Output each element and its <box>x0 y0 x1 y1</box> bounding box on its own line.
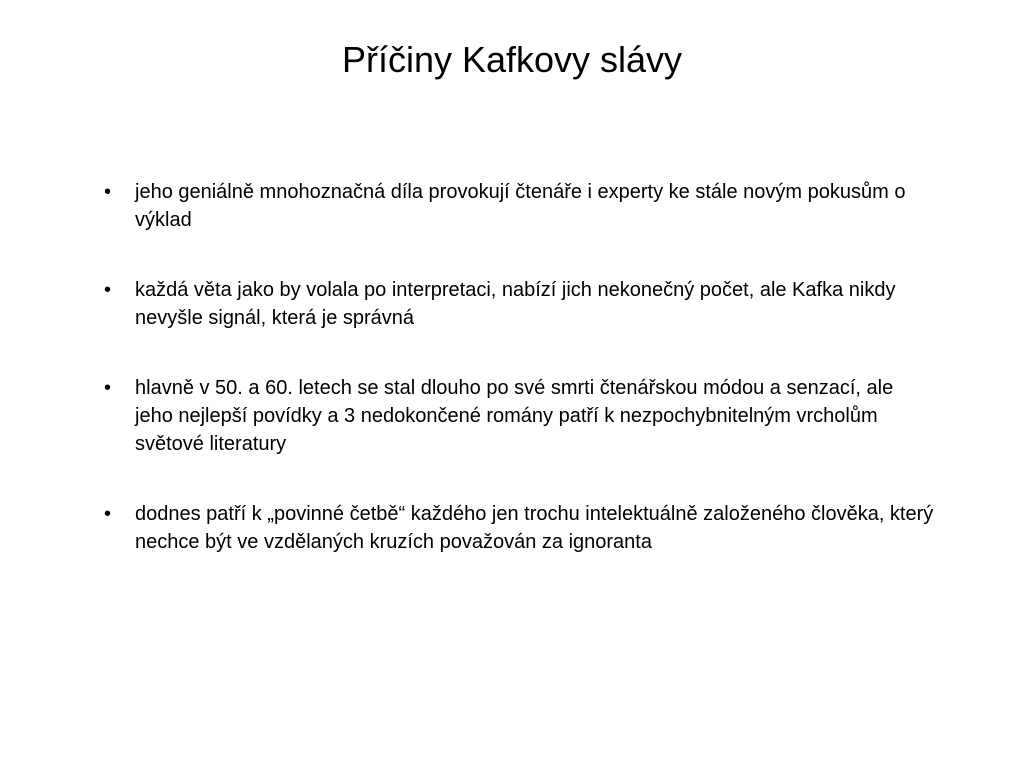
bullet-text: každá věta jako by volala po interpretaci, nabízí jich nekonečný počet, ale Kafka nikdy nevyšle signál, která je správná <box>135 279 896 329</box>
bullet-item <box>104 374 934 458</box>
bullet-text: hlavně v 50. a 60. letech se stal dlouho po své smrti čtenářskou módou a senzací, ale jeho nejlepší povídky a 3 nedokončené romány patří k nezpochybnitelným vrcholům světové literatury <box>135 377 894 455</box>
bullet-text: jeho geniálně mnohoznačná díla provokují čtenáře i experty ke stále novým pokusům o výklad <box>135 181 906 231</box>
bullet-item <box>104 276 934 332</box>
slide-title: Příčiny Kafkovy slávy <box>341 39 683 80</box>
bullet-item <box>104 500 934 556</box>
bullet-marker: • <box>104 279 112 301</box>
bullet-marker: • <box>104 377 112 399</box>
bullet-text: dodnes patří k „povinné četbě“ každého jen trochu intelektuálně založeného člověka, který nechce být ve vzdělaných kruzích považován za ignoranta <box>135 503 934 553</box>
bullet-list <box>104 178 934 598</box>
bullet-marker: • <box>104 181 112 203</box>
bullet-marker: • <box>104 503 112 525</box>
bullet-item <box>104 178 934 234</box>
